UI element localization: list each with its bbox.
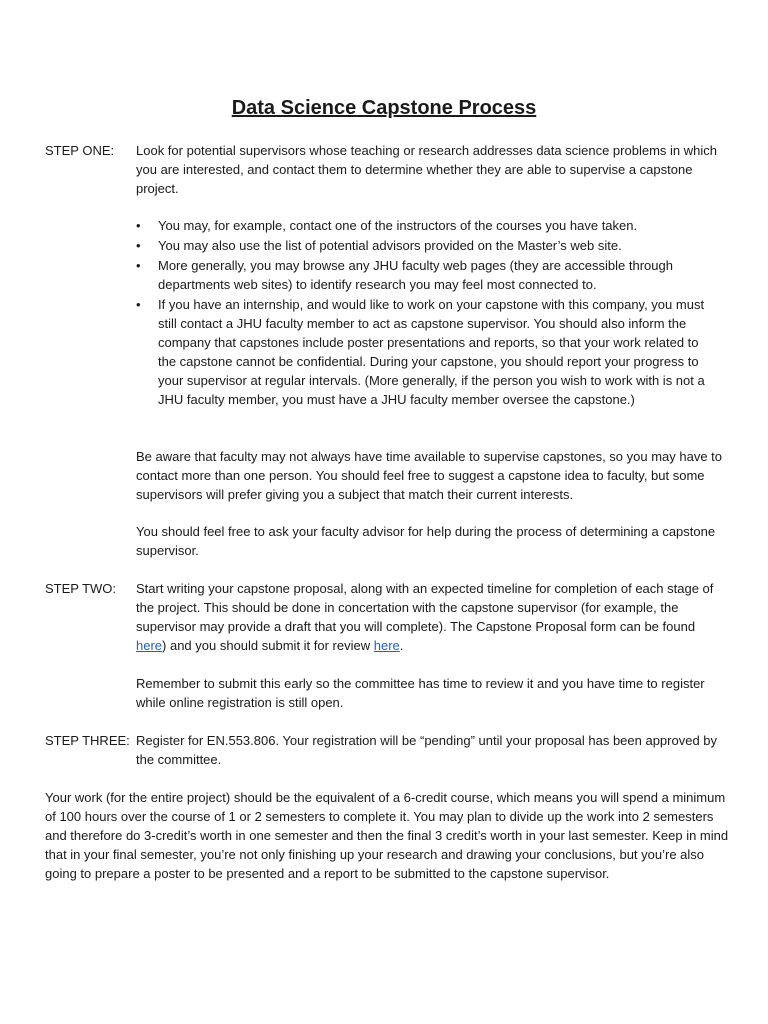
bullet-icon: • — [136, 258, 141, 273]
bullet-icon: • — [136, 218, 141, 233]
step-one-intro-text: Look for potential supervisors whose teaching or research addresses data science problems in which you are interested, and contact them to determine whether they are able to supervise a capstone project. — [136, 143, 717, 196]
step-two-paragraph — [136, 579, 726, 655]
closing-text: Your work (for the entire project) should be the equivalent of a 6-credit course, which means you will spend a minimum of 100 hours over the course of 1 or 2 semesters to complete it. You may plan to divide up the work into 2 semesters and therefore do 3-credit’s worth in one semester and then the final 3 credit’s worth in your last semester. Keep in mind that in your final semester, you’re not only finishing up your research and drawing your conclusions, but you’re also going to prepare a poster to be presented and a report to be submitted to the capstone supervisor. — [45, 790, 729, 881]
list-item — [136, 216, 711, 235]
list-item — [136, 256, 711, 294]
step-one-note-advisor — [136, 522, 726, 560]
step-two-text-before: Start writing your capstone proposal, along with an expected timeline for completion of each stage of the project. This should be done in concertation with the capstone supervisor (for example, the supervisor may provide a draft that you will complete). The Capstone Proposal form can be found — [136, 581, 714, 634]
step-three-label: STEP THREE: — [45, 733, 130, 748]
list-item — [136, 236, 711, 255]
list-item-text: If you have an internship, and would like to work on your capstone with this company, you must still contact a JHU faculty member to act as capstone supervisor. You should also inform the company that capstones include poster presentations and reports, so that your work related to the capstone cannot be confidential. During your capstone, you should report your progress to your supervisor at regular intervals. (More generally, if the person you wish to work with is not a JHU faculty member, you must have a JHU faculty member oversee the capstone.) — [158, 297, 705, 407]
step-one-note1-text: Be aware that faculty may not always have time available to supervise capstones, so you may have to contact more than one person. You should feel free to suggest a capstone idea to faculty, but some supervisors will prefer giving you a subject that match their current interests. — [136, 449, 723, 502]
step-one-label: STEP ONE: — [45, 143, 115, 158]
step-one-note-availability — [136, 447, 726, 504]
bullet-icon: • — [136, 238, 141, 253]
step-two-label: STEP TWO: — [45, 581, 117, 596]
step-three-paragraph: Register for EN.553.806. Your registration will be “pending” until your proposal has been approved by the committee. — [136, 733, 718, 767]
page-title: Data Science Capstone Process — [231, 97, 537, 119]
step-one-note2-text: You should feel free to ask your faculty advisor for help during the process of determining a capstone supervisor. — [136, 524, 716, 558]
step-two-note-text: Remember to submit this early so the committee has time to review it and you have time to register while online registration is still open. — [136, 676, 705, 710]
list-item-text: You may, for example, contact one of the instructors of the courses you have taken. — [158, 218, 638, 233]
step-three-text — [136, 731, 726, 769]
step-two-text — [136, 579, 726, 655]
list-item-text: More generally, you may browse any JHU faculty web pages (they are accessible through departments web sites) to identify research you may feel most connected to. — [158, 258, 673, 292]
bullet-icon: • — [136, 297, 141, 312]
list-item-text: You may also use the list of potential advisors provided on the Master’s web site. — [158, 238, 622, 253]
step-one-bullet-list — [136, 216, 711, 410]
proposal-form-link[interactable]: here — [136, 638, 163, 653]
step-two-text-middle: ) and you should submit it for review — [162, 638, 374, 653]
step-two-note — [136, 674, 726, 712]
submit-review-link[interactable]: here — [373, 638, 400, 653]
list-item — [136, 295, 711, 409]
step-two-text-after: . — [399, 638, 404, 653]
step-one-intro — [136, 141, 726, 198]
closing-paragraph — [45, 788, 730, 883]
